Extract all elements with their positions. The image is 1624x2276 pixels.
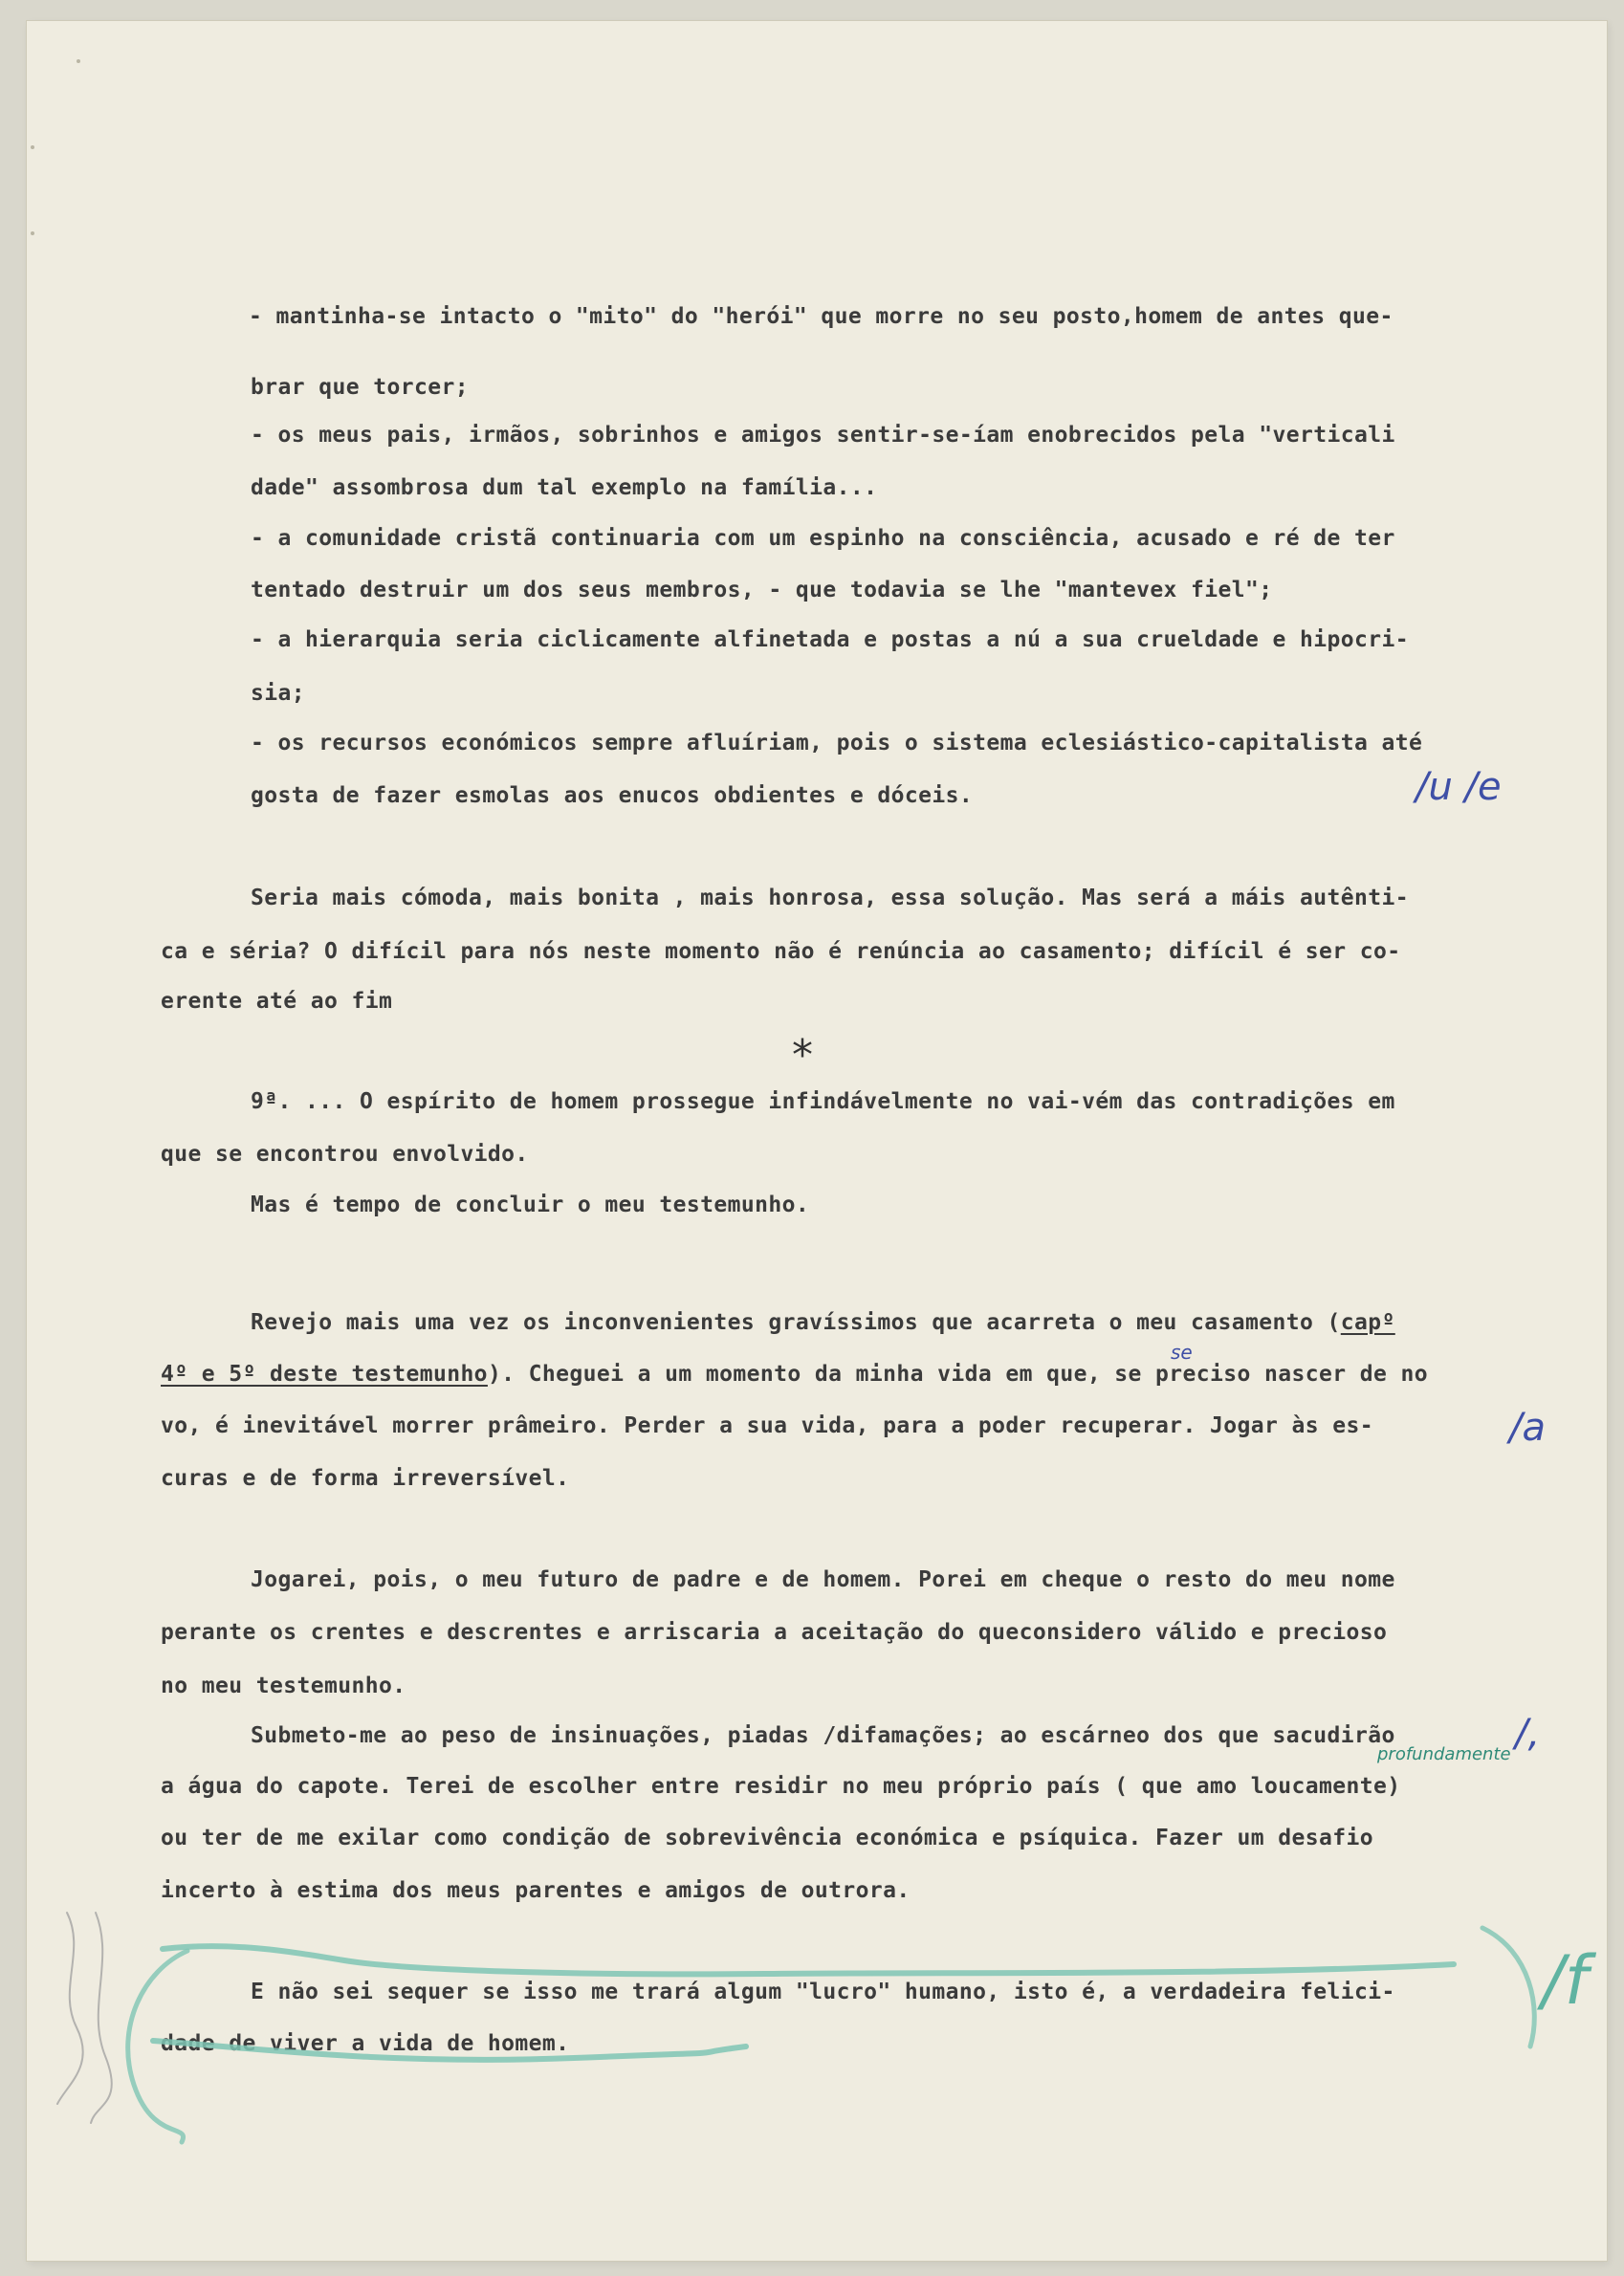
pencil-scribble	[91, 1913, 112, 2123]
text-line: Mas é tempo de concluir o meu testemunho.	[251, 1193, 810, 1217]
text-line: ca e séria? O difícil para nós neste momento não é renúncia ao casamento; difícil é ser co-	[161, 939, 1401, 964]
insertion-mark: se	[1171, 1341, 1193, 1364]
pencil-scribble	[57, 1913, 83, 2104]
margin-correction: /f	[1542, 1941, 1589, 2020]
text-line: - a comunidade cristã continuaria com um espinho na consciência, acusado e ré de ter	[251, 526, 1395, 551]
text-line: a água do capote. Terei de escolher entre residir no meu próprio país ( que amo loucamente)	[161, 1774, 1401, 1799]
text-line: Seria mais cómoda, mais bonita , mais honrosa, essa solução. Mas será a máis autênti-	[251, 886, 1410, 910]
text-line: sia;	[251, 681, 305, 706]
text-line: vo, é inevitável morrer prâmeiro. Perder a sua vida, para a poder recuperar. Jogar às es-	[161, 1413, 1373, 1438]
text-line: brar que torcer;	[251, 375, 469, 400]
text-line: - mantinha-se intacto o "mito" do "herói" que morre no seu posto,homem de antes que-	[249, 304, 1394, 329]
text-line: perante os crentes e descrentes e arriscaria a aceitação do queconsidero válido e precioso	[161, 1620, 1388, 1645]
text-line: Jogarei, pois, o meu futuro de padre e de homem. Porei em cheque o resto do meu nome	[251, 1567, 1395, 1592]
green-bracket-stroke	[1482, 1928, 1534, 2046]
text-line: tentado destruir um dos seus membros, - que todavia se lhe "mantevex fiel";	[251, 578, 1273, 602]
text-line: - os meus pais, irmãos, sobrinhos e amigos sentir-se-íam enobrecidos pela "verticali	[251, 423, 1395, 448]
green-bracket-stroke	[128, 1951, 187, 2142]
text-line: curas e de forma irreversível.	[161, 1466, 570, 1491]
text-line: - os recursos económicos sempre afluíriam, pois o sistema eclesiástico-capitalista até	[251, 731, 1423, 755]
section-asterisk: *	[792, 1031, 813, 1080]
text-line: E não sei sequer se isso me trará algum "lucro" humano, isto é, a verdadeira felici-	[251, 1980, 1395, 2004]
text-line: que se encontrou envolvido.	[161, 1142, 529, 1167]
text-line: no meu testemunho.	[161, 1674, 406, 1698]
text-span: Revejo mais uma vez os inconvenientes gravíssimos que acarreta o meu casamento (	[251, 1310, 1341, 1335]
text-line: 9ª. ... O espírito de homem prossegue infindávelmente no vai-vém das contradições em	[251, 1089, 1395, 1114]
text-line: - a hierarquia seria ciclicamente alfinetada e postas a nú a sua crueldade e hipocri-	[251, 627, 1410, 652]
margin-correction: /a	[1509, 1406, 1546, 1450]
underlined-reference: 4º e 5º deste testemunho	[161, 1362, 488, 1387]
text-line: Submeto-me ao peso de insinuações, piadas /difamações; ao escárneo dos que sacudirão	[251, 1723, 1395, 1748]
text-line: erente até ao fim	[161, 989, 393, 1014]
text-line: dade de viver a vida de homem.	[161, 2031, 570, 2056]
text-line: ou ter de me exilar como condição de sobrevivência económica e psíquica. Fazer um desafio	[161, 1826, 1373, 1850]
margin-correction: /u /e	[1416, 765, 1502, 809]
insertion-mark: profundamente	[1377, 1744, 1511, 1764]
underlined-reference: capº	[1340, 1310, 1395, 1335]
green-highlight-stroke	[153, 2041, 746, 2060]
text-span: ). Cheguei a um momento da minha vida em que, se preciso nascer de no	[487, 1362, 1428, 1387]
text-line: dade" assombrosa dum tal exemplo na família...	[251, 475, 878, 500]
text-line: gosta de fazer esmolas aos enucos obdientes e dóceis.	[251, 783, 974, 808]
green-highlight-stroke	[163, 1946, 1454, 1974]
margin-correction: /,	[1515, 1712, 1541, 1756]
text-line: incerto à estima dos meus parentes e amigos de outrora.	[161, 1878, 911, 1903]
